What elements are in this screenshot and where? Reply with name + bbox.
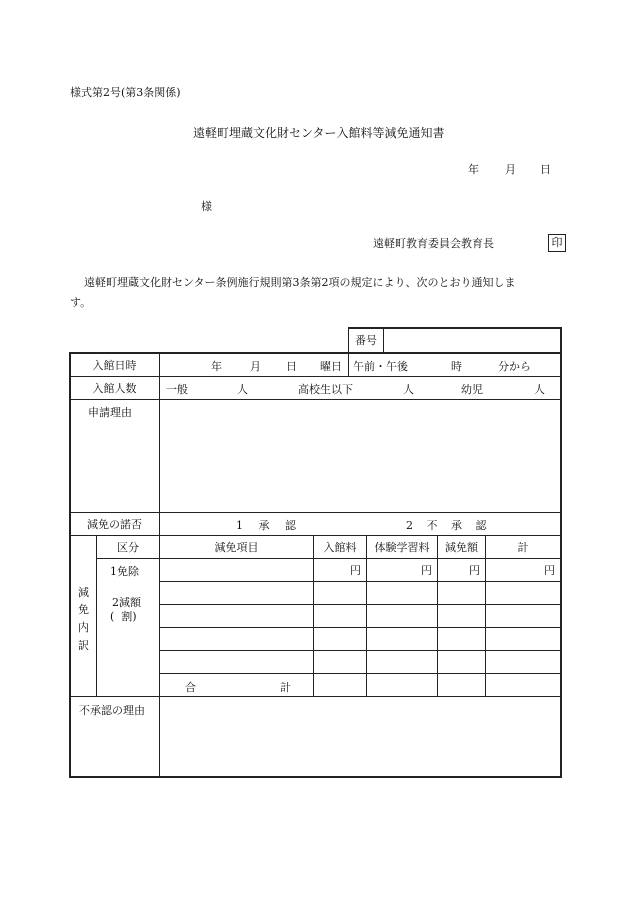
table-line: [348, 352, 349, 376]
breakdown-side-label-4: 訳: [78, 639, 89, 652]
breakdown-side-label-2: 免: [78, 603, 89, 616]
visitors-child-label: 幼児: [461, 383, 483, 396]
visit-year: 年: [211, 360, 222, 373]
rejection-label: 不承認の理由: [79, 704, 145, 717]
category-exempt[interactable]: 1免除: [110, 565, 139, 578]
visitors-general-label: 一般: [166, 383, 188, 396]
visit-hour: 時: [451, 360, 462, 373]
table-line: [560, 327, 562, 777]
header-item: 減免項目: [214, 541, 259, 554]
sum-label-1: 合: [185, 681, 196, 694]
body-text-line1: 遠軽町埋蔵文化財センター条例施行規則第3条第2項の規定により、次のとおり通知しま: [84, 276, 516, 289]
visit-ampm[interactable]: 午前・午後: [353, 360, 408, 373]
visitors-label: 入館人数: [92, 382, 137, 395]
date-day: 日: [540, 163, 551, 176]
category-reduce-percent: ( 割): [110, 610, 137, 623]
reason-field[interactable]: [160, 400, 560, 512]
seal-box: 印: [548, 234, 566, 252]
sum-label-2: 計: [280, 681, 291, 694]
table-line: [159, 673, 562, 674]
approval-label: 減免の諾否: [87, 518, 142, 531]
document-title: 遠軽町埋蔵文化財センター入館料等減免通知書: [193, 126, 445, 140]
breakdown-side-label-3: 内: [78, 621, 89, 634]
yen-experience: 円: [421, 564, 432, 577]
breakdown-side-label-1: 減: [78, 586, 89, 599]
visit-month: 月: [250, 360, 261, 373]
yen-admission: 円: [350, 564, 361, 577]
visit-datetime-label: 入館日時: [92, 358, 137, 372]
header-amount: 減免額: [445, 541, 478, 554]
visitors-student-label: 高校生以下: [298, 383, 353, 396]
table-line: [159, 650, 562, 651]
header-admission: 入館料: [323, 541, 357, 554]
table-line: [159, 604, 562, 605]
approval-option-approve[interactable]: 1 承 認: [236, 519, 296, 532]
number-field[interactable]: [384, 328, 560, 352]
visitors-general-unit: 人: [237, 383, 248, 396]
visitors-child-unit: 人: [534, 383, 545, 396]
number-label: 番号: [355, 334, 377, 347]
visit-minute: 分から: [498, 360, 531, 373]
table-line: [69, 776, 562, 778]
body-text-line2: す。: [70, 296, 92, 309]
visitors-student-unit: 人: [403, 383, 414, 396]
table-line: [159, 581, 562, 582]
visit-day: 日: [286, 360, 297, 373]
visit-weekday: 曜日: [320, 360, 342, 373]
table-line: [159, 627, 562, 628]
yen-amount: 円: [469, 564, 480, 577]
header-category: 区分: [117, 541, 139, 554]
table-line: [69, 352, 71, 777]
yen-total: 円: [544, 564, 555, 577]
approval-option-reject[interactable]: 2 不 承 認: [406, 519, 487, 532]
header-total: 計: [517, 541, 529, 554]
table-line: [96, 535, 97, 696]
header-experience: 体験学習料: [374, 541, 430, 554]
category-reduce[interactable]: 2減額: [112, 596, 141, 609]
addressee-suffix: 様: [201, 200, 212, 213]
form-number: 様式第2号(第3条関係): [70, 86, 181, 99]
reason-label: 申請理由: [88, 406, 132, 419]
date-month: 月: [505, 163, 516, 176]
date-year: 年: [468, 163, 479, 176]
rejection-field[interactable]: [160, 697, 560, 776]
issuer-name: 遠軽町教育委員会教育長: [373, 237, 494, 250]
